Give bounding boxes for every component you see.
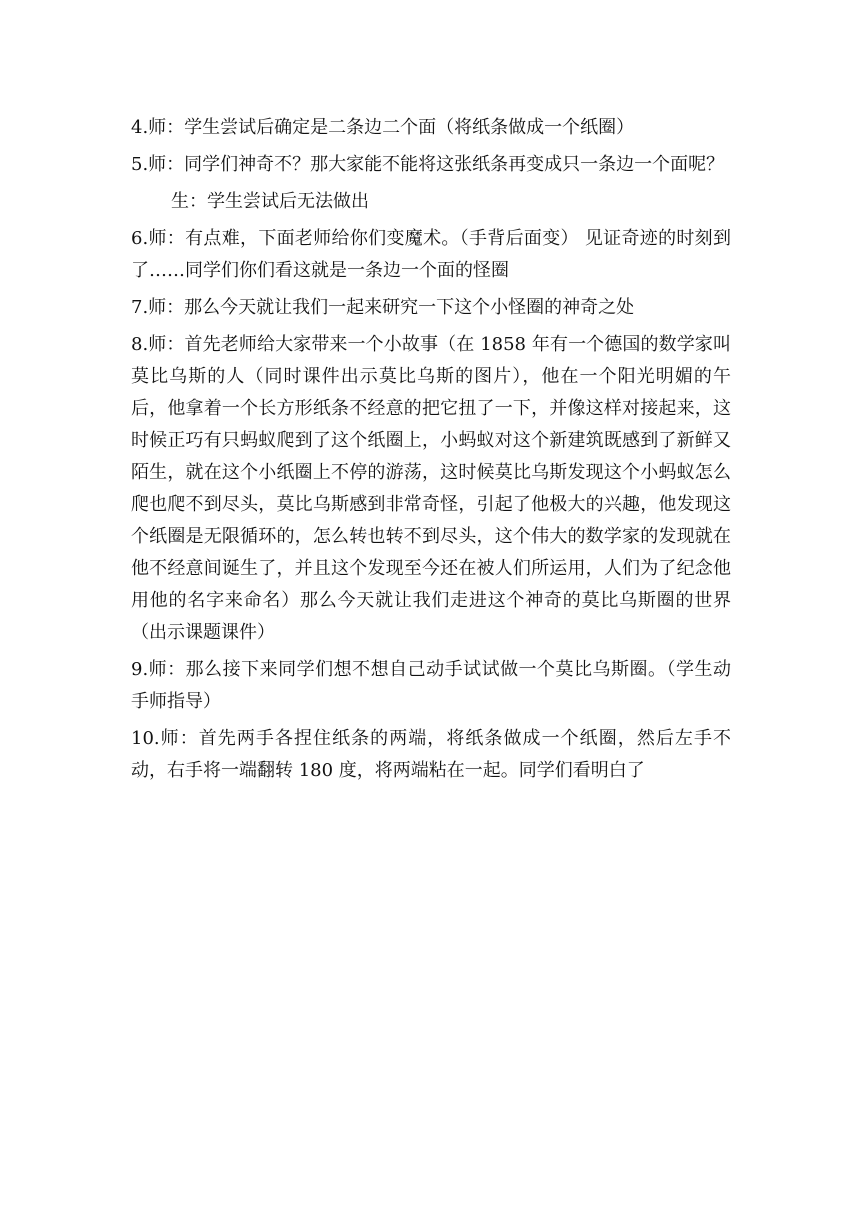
paragraph-10: 10.师：首先两手各捏住纸条的两端，将纸条做成一个纸圈，然后左手不动，右手将一端翻转 180 度，将两端粘在一起。同学们看明白了 bbox=[131, 728, 731, 781]
paragraph-student-response: 生：学生尝试后无法做出 bbox=[171, 191, 369, 212]
paragraph-7: 7.师：那么今天就让我们一起来研究一下这个小怪圈的神奇之处 bbox=[131, 297, 635, 318]
paragraph-5: 5.师：同学们神奇不？那大家能不能将这张纸条再变成只一条边一个面呢？ bbox=[131, 154, 725, 175]
paragraph-8: 8.师：首先老师给大家带来一个小故事（在 1858 年有一个德国的数学家叫莫比乌斯的人（同时课件出示莫比乌斯的图片），他在一个阳光明媚的午后，他拿着一个长方形纸条不经意的把它扭了一下，并像这样对接起来，这时候正巧有只蚂蚁爬到了这个纸圈上，小蚂蚁对这个新建筑既感到了新鲜又陌生，就在这个小纸圈上不停的游荡，这时候莫比乌斯发现这个小蚂蚁怎么爬也爬不到尽头，莫比乌斯感到非常奇怪，引起了他极大的兴趣，他发现这个纸圈是无限循环的，怎么转也转不到尽头，这个伟大的数学家的发现就在他不经意间诞生了，并且这个发现至今还在被人们所运用，人们为了纪念他用他的名字来命名）那么今天就让我们走进这个神奇的莫比乌斯圈的世界（出示课题课件） bbox=[131, 334, 731, 643]
document-body bbox=[131, 112, 731, 792]
paragraph-9: 9.师：那么接下来同学们想不想自己动手试试做一个莫比乌斯圈。（学生动手师指导） bbox=[131, 659, 731, 712]
paragraph-4: 4.师：学生尝试后确定是二条边二个面（将纸条做成一个纸圈） bbox=[131, 117, 635, 138]
paragraph-6: 6.师：有点难，下面老师给你们变魔术。（手背后面变） 见证奇迹的时刻到了……同学们你们看这就是一条边一个面的怪圈 bbox=[131, 228, 731, 281]
